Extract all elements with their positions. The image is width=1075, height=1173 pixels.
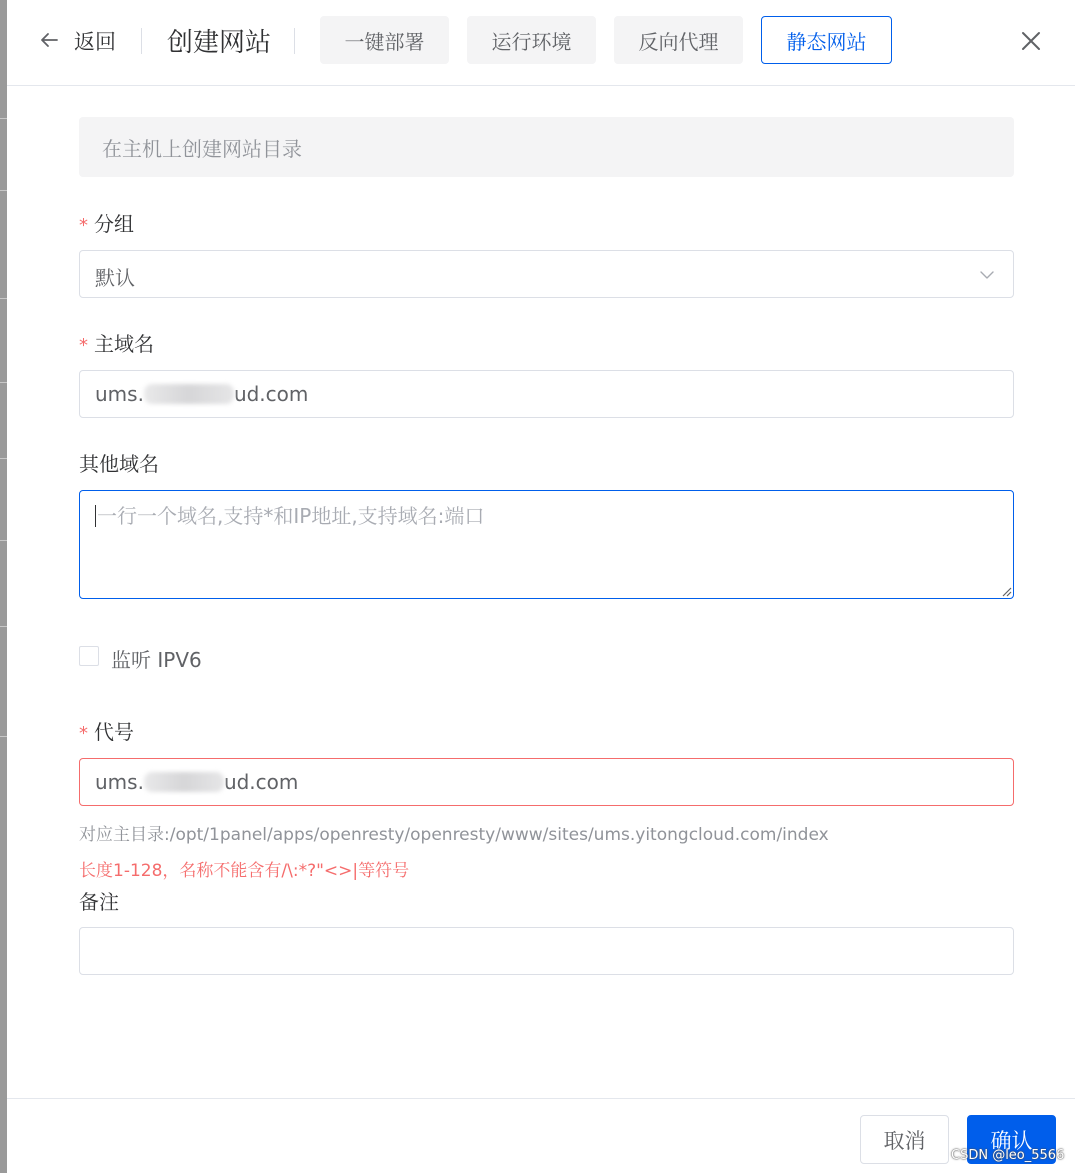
required-star: * <box>79 723 88 744</box>
alias-input[interactable] <box>79 758 1014 806</box>
tab-reverse-proxy[interactable]: 反向代理 <box>614 16 743 64</box>
primary-domain-value-suffix: ud.com <box>233 382 309 406</box>
tab-static-website[interactable]: 静态网站 <box>761 16 892 64</box>
tab-one-click-deploy[interactable]: 一键部署 <box>320 16 449 64</box>
redacted-text <box>144 772 224 792</box>
other-domains-textarea[interactable] <box>79 490 1014 599</box>
group-label: * 分组 <box>79 212 134 236</box>
required-star: * <box>79 215 88 236</box>
redacted-text <box>144 384 234 404</box>
primary-domain-label: * 主域名 <box>79 332 154 356</box>
confirm-button[interactable]: 确认 <box>967 1115 1056 1164</box>
chevron-down-icon <box>979 267 995 283</box>
alias-value-prefix: ums. <box>95 770 144 794</box>
alias-label: * 代号 <box>79 720 134 744</box>
background-strip <box>0 0 7 1173</box>
info-alert: 在主机上创建网站目录 <box>79 117 1014 177</box>
text-cursor <box>95 505 96 527</box>
cancel-button[interactable]: 取消 <box>860 1115 949 1164</box>
primary-domain-value-prefix: ums. <box>95 382 144 406</box>
required-star: * <box>79 335 88 356</box>
create-website-drawer <box>7 0 1075 1173</box>
drawer-title: 创建网站 <box>167 28 272 58</box>
group-select-value: 默认 <box>95 266 135 290</box>
resize-icon[interactable] <box>1000 585 1012 597</box>
ipv6-checkbox-label[interactable]: 监听 IPV6 <box>111 648 202 672</box>
divider <box>141 28 142 54</box>
other-domains-label: 其他域名 <box>79 452 159 476</box>
watermark: CSDN @leo_5566 <box>951 1148 1065 1163</box>
tab-runtime[interactable]: 运行环境 <box>467 16 596 64</box>
other-domains-placeholder: 一行一个域名,支持*和IP地址,支持域名:端口 <box>97 504 485 528</box>
alias-value-suffix: ud.com <box>223 770 299 794</box>
alias-directory-hint: 对应主目录:/opt/1panel/apps/openresty/openresty/www/sites/ums.yitongcloud.com/index <box>79 825 829 845</box>
back-link[interactable]: 返回 <box>74 30 116 54</box>
close-icon[interactable] <box>1019 29 1043 53</box>
group-select[interactable] <box>79 250 1014 298</box>
drawer-header <box>7 0 1075 86</box>
arrow-left-icon[interactable] <box>37 28 61 52</box>
alias-error-message: 长度1-128，名称不能含有/\:*?"<>|等符号 <box>79 861 410 881</box>
primary-domain-input[interactable] <box>79 370 1014 418</box>
divider <box>294 28 295 54</box>
ipv6-checkbox[interactable] <box>79 646 99 666</box>
remark-label: 备注 <box>79 890 119 914</box>
remark-input[interactable] <box>79 927 1014 975</box>
